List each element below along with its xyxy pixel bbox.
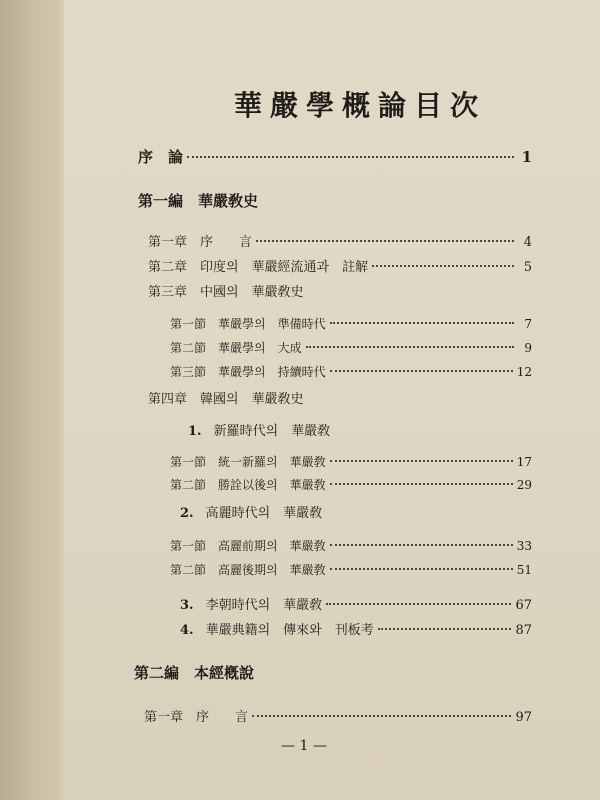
toc-page — [64, 0, 600, 800]
toc-entry-chapter-4: 第四章 韓國의 華嚴敎史 — [148, 392, 304, 407]
toc-entry-ch3-section-3[interactable]: 第三節 華嚴學의 持續時代 12 — [170, 365, 532, 379]
toc-entry-chapter-2[interactable]: 第二章 印度의 華嚴經流通과 註解 5 — [148, 260, 532, 275]
toc-entry-part2-chapter-1[interactable]: 第一章 序 言 97 — [144, 710, 532, 725]
dot-leader — [372, 265, 514, 267]
toc-entry-sec2-section-1[interactable]: 第一節 高麗前期의 華嚴敎 33 — [170, 539, 532, 553]
dot-leader — [378, 628, 512, 630]
page-title: 華嚴學概論目次 — [233, 89, 486, 122]
dot-leader — [330, 544, 513, 546]
toc-entry-ch3-section-1[interactable]: 第一節 華嚴學의 準備時代 7 — [170, 317, 532, 331]
toc-entry-preface[interactable]: 序 論 1 — [138, 148, 532, 166]
dot-leader — [256, 240, 514, 242]
dot-leader — [187, 156, 514, 158]
page-number-footer: — 1 — — [281, 738, 327, 754]
toc-entry-sec1-section-2[interactable]: 第二節 勝詮以後의 華嚴敎 29 — [170, 478, 532, 492]
book-spine — [0, 0, 60, 800]
dot-leader — [306, 346, 514, 348]
toc-entry-sec2-section-2[interactable]: 第二節 高麗後期의 華嚴敎 51 — [170, 563, 532, 577]
dot-leader — [330, 322, 514, 324]
dot-leader — [252, 715, 511, 717]
toc-part-1: 第一編 華嚴敎史 — [138, 192, 259, 210]
toc-entry-chapter-1[interactable]: 第一章 序 言 4 — [148, 235, 532, 250]
toc-entry-ch4-part-4[interactable]: 4. 華嚴典籍의 傳來와 刊板考 87 — [180, 623, 532, 638]
toc-entry-sec1-section-1[interactable]: 第一節 統一新羅의 華嚴敎 17 — [170, 455, 532, 469]
dot-leader — [330, 460, 513, 462]
toc-entry-ch4-part-3[interactable]: 3. 李朝時代의 華嚴敎 67 — [180, 598, 532, 613]
dot-leader — [326, 603, 511, 605]
toc-entry-ch4-part-2: 2. 高麗時代의 華嚴敎 — [180, 506, 323, 521]
dot-leader — [330, 370, 513, 372]
toc-entry-ch4-part-1: 1. 新羅時代의 華嚴敎 — [188, 424, 331, 439]
toc-entry-chapter-3: 第三章 中國의 華嚴敎史 — [148, 285, 304, 300]
toc-part-2: 第二編 本經槪說 — [134, 664, 255, 682]
toc-entry-ch3-section-2[interactable]: 第二節 華嚴學의 大成 9 — [170, 341, 532, 355]
dot-leader — [330, 483, 513, 485]
dot-leader — [330, 568, 513, 570]
